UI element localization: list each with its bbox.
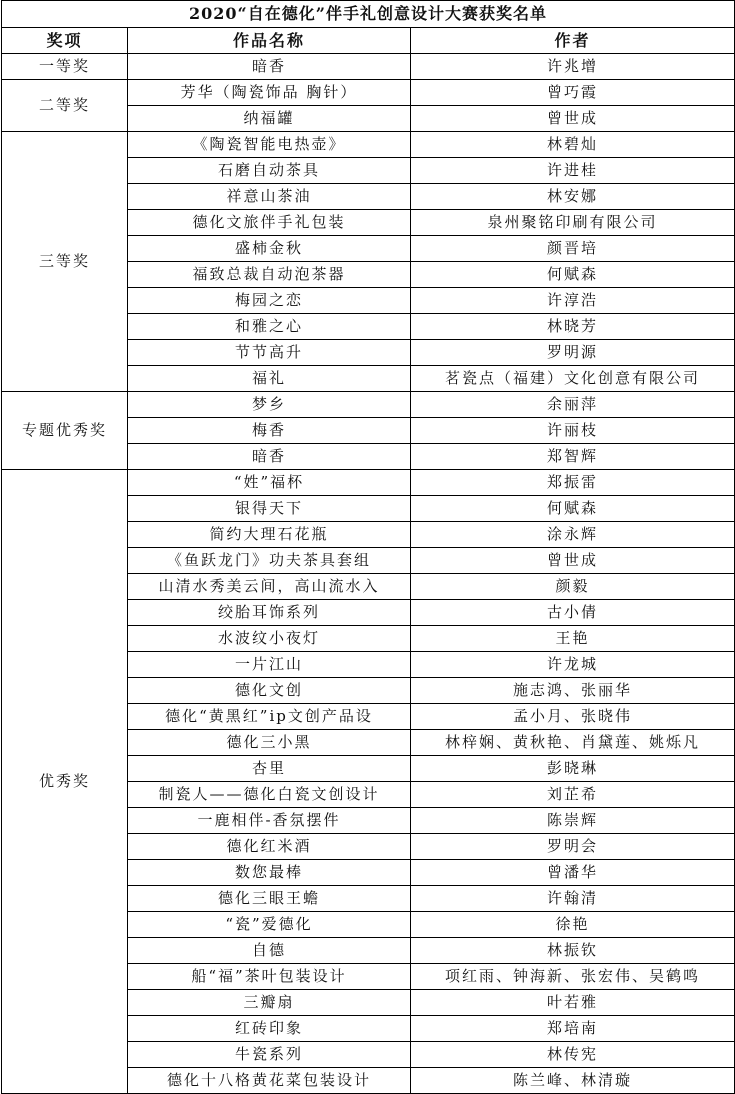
work-cell: 德化文创	[128, 678, 411, 704]
author-cell: 林晓芳	[411, 314, 735, 340]
work-cell: 《陶瓷智能电热壶》	[128, 132, 411, 158]
table-body	[2, 54, 735, 1094]
work-cell: 梅园之恋	[128, 288, 411, 314]
award-cell: 一等奖	[2, 54, 128, 80]
work-cell: 三瓣扇	[128, 990, 411, 1016]
author-cell: 茗瓷点（福建）文化创意有限公司	[411, 366, 735, 392]
author-cell: 许淳浩	[411, 288, 735, 314]
work-cell: 简约大理石花瓶	[128, 522, 411, 548]
author-cell: 曾潘华	[411, 860, 735, 886]
author-cell: 泉州聚铭印刷有限公司	[411, 210, 735, 236]
award-cell: 优秀奖	[2, 470, 128, 1094]
work-cell: 自德	[128, 938, 411, 964]
work-cell: 祥意山茶油	[128, 184, 411, 210]
header-row	[2, 28, 735, 54]
work-cell: 纳福罐	[128, 106, 411, 132]
work-cell: 暗香	[128, 444, 411, 470]
author-cell: 徐艳	[411, 912, 735, 938]
award-table	[1, 0, 735, 1094]
author-cell: 孟小月、张晓伟	[411, 704, 735, 730]
table-row	[2, 392, 735, 418]
work-cell: “瓷”爱德化	[128, 912, 411, 938]
table-title: 2020“自在德化”伴手礼创意设计大赛获奖名单	[2, 1, 735, 28]
author-cell: 林传宪	[411, 1042, 735, 1068]
author-cell: 何赋森	[411, 496, 735, 522]
award-cell: 专题优秀奖	[2, 392, 128, 470]
work-cell: 福礼	[128, 366, 411, 392]
author-cell: 项红雨、钟海新、张宏伟、吴鹤鸣	[411, 964, 735, 990]
author-cell: 余丽萍	[411, 392, 735, 418]
table-row	[2, 80, 735, 106]
work-cell: 红砖印象	[128, 1016, 411, 1042]
author-cell: 涂永辉	[411, 522, 735, 548]
author-cell: 林碧灿	[411, 132, 735, 158]
author-cell: 许龙城	[411, 652, 735, 678]
work-cell: 梦乡	[128, 392, 411, 418]
author-cell: 曾世成	[411, 106, 735, 132]
work-cell: 芳华（陶瓷饰品 胸针）	[128, 80, 411, 106]
author-cell: 郑培南	[411, 1016, 735, 1042]
work-cell: 德化“黄黑红”ip文创产品设	[128, 704, 411, 730]
author-cell: 许丽枝	[411, 418, 735, 444]
author-cell: 郑振雷	[411, 470, 735, 496]
work-cell: 德化红米酒	[128, 834, 411, 860]
author-cell: 施志鸿、张丽华	[411, 678, 735, 704]
work-cell: 石磨自动茶具	[128, 158, 411, 184]
author-cell: 颜晋培	[411, 236, 735, 262]
author-cell: 曾巧霞	[411, 80, 735, 106]
author-cell: 颜毅	[411, 574, 735, 600]
award-cell: 二等奖	[2, 80, 128, 132]
work-cell: 和雅之心	[128, 314, 411, 340]
author-cell: 罗明会	[411, 834, 735, 860]
work-cell: 德化三小黑	[128, 730, 411, 756]
work-cell: 暗香	[128, 54, 411, 80]
work-cell: 福致总裁自动泡茶器	[128, 262, 411, 288]
work-cell: 杏里	[128, 756, 411, 782]
work-cell: 《鱼跃龙门》功夫茶具套组	[128, 548, 411, 574]
author-cell: 郑智辉	[411, 444, 735, 470]
author-cell: 何赋森	[411, 262, 735, 288]
work-cell: 制瓷人——德化白瓷文创设计	[128, 782, 411, 808]
work-cell: 节节高升	[128, 340, 411, 366]
author-cell: 许兆增	[411, 54, 735, 80]
work-cell: 一鹿相伴-香氛摆件	[128, 808, 411, 834]
author-cell: 曾世成	[411, 548, 735, 574]
work-cell: 牛瓷系列	[128, 1042, 411, 1068]
header-author: 作者	[411, 28, 735, 54]
author-cell: 许翰清	[411, 886, 735, 912]
author-cell: 王艳	[411, 626, 735, 652]
author-cell: 古小倩	[411, 600, 735, 626]
work-cell: “姓”福杯	[128, 470, 411, 496]
author-cell: 彭晓琳	[411, 756, 735, 782]
work-cell: 山清水秀美云间，高山流水入	[128, 574, 411, 600]
author-cell: 许进桂	[411, 158, 735, 184]
work-cell: 数您最棒	[128, 860, 411, 886]
work-cell: 梅香	[128, 418, 411, 444]
author-cell: 陈兰峰、林清璇	[411, 1068, 735, 1094]
table-row	[2, 132, 735, 158]
table-row	[2, 54, 735, 80]
author-cell: 林振钦	[411, 938, 735, 964]
table-row	[2, 470, 735, 496]
work-cell: 银得天下	[128, 496, 411, 522]
header-award: 奖项	[2, 28, 128, 54]
work-cell: 德化文旅伴手礼包装	[128, 210, 411, 236]
author-cell: 刘芷希	[411, 782, 735, 808]
award-cell: 三等奖	[2, 132, 128, 392]
header-work: 作品名称	[128, 28, 411, 54]
work-cell: 盛柿金秋	[128, 236, 411, 262]
author-cell: 罗明源	[411, 340, 735, 366]
work-cell: 水波纹小夜灯	[128, 626, 411, 652]
author-cell: 林安娜	[411, 184, 735, 210]
author-cell: 叶若雅	[411, 990, 735, 1016]
title-row	[2, 1, 735, 28]
work-cell: 德化三眼王蟾	[128, 886, 411, 912]
work-cell: 绞胎耳饰系列	[128, 600, 411, 626]
work-cell: 一片江山	[128, 652, 411, 678]
author-cell: 陈崇辉	[411, 808, 735, 834]
author-cell: 林梓娴、黄秋艳、肖黛莲、姚烁凡	[411, 730, 735, 756]
work-cell: 船“福”茶叶包装设计	[128, 964, 411, 990]
work-cell: 德化十八格黄花菜包装设计	[128, 1068, 411, 1094]
